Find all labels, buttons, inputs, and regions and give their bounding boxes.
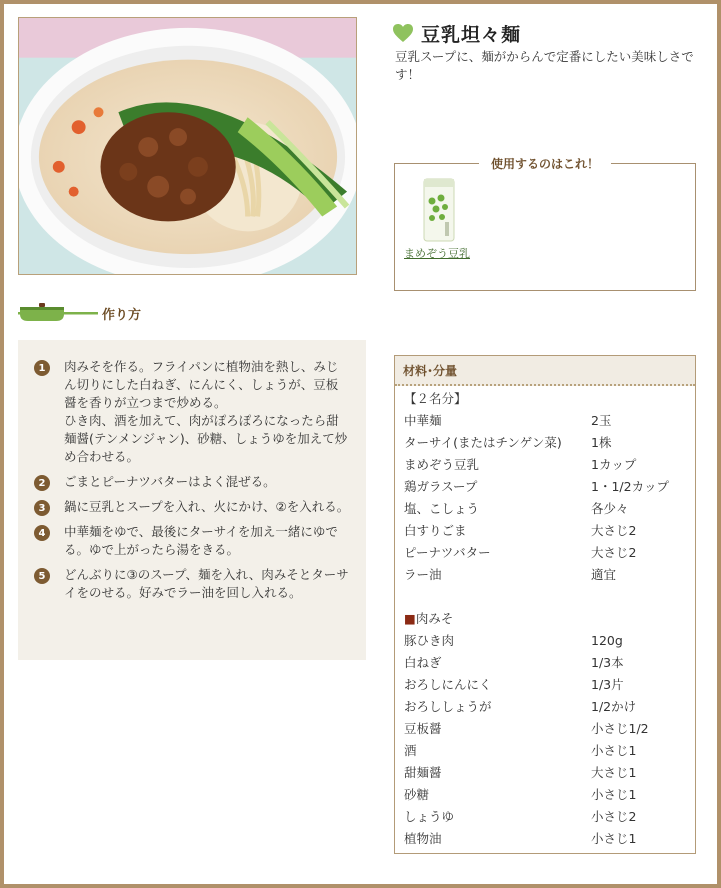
step-number-badge: 5 [34, 568, 50, 584]
ingredient-row [395, 718, 695, 740]
ingredient-row [395, 564, 695, 586]
ingredient-amount: 1/3本 [591, 655, 624, 670]
ingredient-amount: 大さじ2 [591, 545, 637, 560]
ingredient-row [395, 454, 695, 476]
ingredient-row [395, 630, 695, 652]
ingredient-name: 白ねぎ [404, 655, 442, 670]
step-text: 肉みそを作る。フライパンに植物油を熱し、みじん切りにした白ねぎ、にんにく、しょうが、豆板醤を香りが立つまで炒める。 ひき肉、酒を加えて、肉がぽろぽろになったら甜麺醤(テンメンジャン)、砂糖、しょうゆを加えて炒め合わせる。 [64, 359, 348, 464]
featured-product-box [394, 157, 696, 291]
ingredient-row [395, 828, 695, 850]
ingredient-row [395, 740, 695, 762]
recipe-description: 豆乳スープに、麺がからんで定番にしたい美味しさです！ [395, 49, 694, 82]
ingredient-name: ターサイ(またはチンゲン菜) [404, 435, 562, 450]
ingredient-row [395, 520, 695, 542]
ingredient-row [395, 762, 695, 784]
ingredient-amount: 1/3片 [591, 677, 624, 692]
howto-heading [18, 300, 141, 326]
ingredient-name: ピーナツバター [404, 545, 491, 560]
ingredient-row [395, 410, 695, 432]
howto-title: 作り方 [102, 307, 142, 323]
step-text: 中華麺をゆで、最後にターサイを加え一緒にゆでる。ゆで上がったら湯をきる。 [64, 524, 338, 557]
step-text: どんぶりに③のスープ、麺を入れ、肉みそとターサイをのせる。好みでラー油を回し入れる。 [64, 567, 349, 600]
ingredient-name: 豆板醤 [404, 721, 442, 736]
ingredient-name: おろしにんにく [404, 677, 492, 692]
ingredient-amount: 2玉 [591, 413, 612, 428]
ingredient-amount: 小さじ2 [591, 809, 637, 824]
ingredient-row [395, 542, 695, 564]
step-number-badge: 4 [34, 525, 50, 541]
ingredient-amount: 各少々 [591, 501, 629, 516]
soy-milk-product-image[interactable] [422, 177, 456, 243]
ingredient-amount: 大さじ2 [591, 523, 637, 538]
product-link-mamezou[interactable]: まめぞう豆乳 [404, 247, 470, 260]
ingredient-name: 酒 [404, 743, 417, 758]
ingredient-amount: 小さじ1 [591, 743, 637, 758]
ingredient-name: まめぞう豆乳 [404, 457, 480, 472]
ingredient-amount: 小さじ1 [591, 831, 637, 846]
ingredient-row [395, 432, 695, 454]
ingredient-name: 甜麺醤 [404, 765, 442, 780]
ingredient-amount: 小さじ1 [591, 787, 637, 802]
ingredient-row [395, 476, 695, 498]
ingredient-name: 中華麺 [404, 413, 442, 428]
ingredient-name: 砂糖 [404, 787, 430, 802]
ingredients-header: 材料･分量 [395, 356, 695, 386]
servings-label: 【２名分】 [404, 391, 467, 406]
ingredient-row [395, 652, 695, 674]
ingredient-name: しょうゆ [404, 809, 455, 824]
ingredient-row [395, 498, 695, 520]
steps-panel [18, 340, 366, 660]
ingredient-name: 植物油 [404, 831, 442, 846]
ingredient-amount: 小さじ1/2 [591, 721, 649, 736]
step-number-badge: 1 [34, 360, 50, 376]
ingredients-box [394, 355, 696, 854]
ingredient-name: おろししょうが [404, 699, 492, 714]
featured-product-heading: 使用するのはこれ！ [479, 155, 611, 172]
step-item [34, 358, 350, 466]
ingredient-row [395, 806, 695, 828]
ingredient-name: 豚ひき肉 [404, 633, 455, 648]
ingredient-amount: 適宜 [591, 567, 617, 582]
meat-miso-section-label [395, 608, 695, 630]
ingredient-amount: 大さじ1 [591, 765, 637, 780]
ingredient-name: ラー油 [404, 567, 442, 582]
ingredient-name: 塩、こしょう [404, 501, 480, 516]
dish-photo [18, 17, 357, 275]
ingredient-amount: 120g [591, 633, 623, 648]
ingredient-amount: 1・1/2カップ [591, 479, 669, 494]
ingredients-list [395, 386, 695, 850]
ingredient-amount: 1/2かけ [591, 699, 637, 714]
ingredient-name: 鶏ガラスープ [404, 479, 478, 494]
step-text: 鍋に豆乳とスープを入れ、火にかけ、②を入れる。 [64, 499, 350, 514]
step-item [34, 566, 350, 602]
ingredient-name: 白すりごま [404, 523, 467, 538]
spacer [395, 586, 695, 608]
ingredient-amount: 1カップ [591, 457, 637, 472]
step-item [34, 473, 350, 491]
step-text: ごまとピーナツバターはよく混ぜる。 [64, 474, 276, 489]
recipe-title: 豆乳坦々麺 [421, 23, 522, 46]
section-square-marker: ■ [404, 611, 416, 626]
meat-miso-title: 肉みそ [415, 611, 454, 626]
heart-leaf-icon [392, 23, 414, 43]
ingredient-row [395, 784, 695, 806]
ingredient-amount: 1株 [591, 435, 612, 450]
ingredient-row [395, 674, 695, 696]
step-item [34, 498, 350, 516]
recipe-title-row [392, 20, 521, 46]
step-item [34, 523, 350, 559]
step-number-badge: 2 [34, 475, 50, 491]
frying-pan-icon [18, 300, 100, 326]
step-number-badge: 3 [34, 500, 50, 516]
ingredient-row [395, 696, 695, 718]
